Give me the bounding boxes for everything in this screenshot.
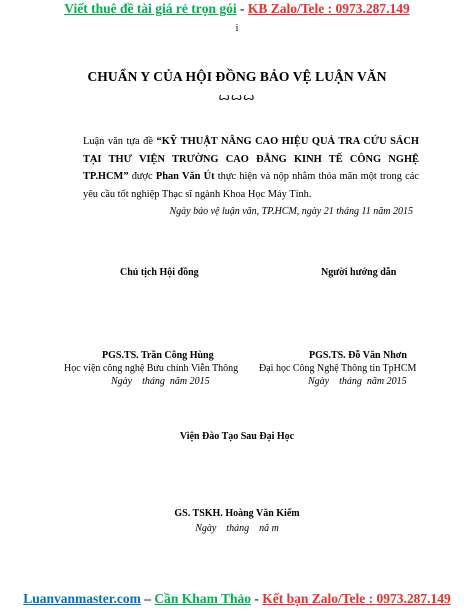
- page-title: CHUẨN Y CỦA HỘI ĐỒNG BẢO VỆ LUẬN VĂN: [87, 69, 387, 84]
- header-contact-link[interactable]: KB Zalo/Tele : 0973.287.149: [247, 1, 410, 16]
- chair-name: PGS.TS. Trần Công Hùng: [102, 350, 214, 361]
- title-ornament: ꙍꙍꙍ: [218, 91, 256, 103]
- advisor-role: Người hướng dẫn: [321, 267, 397, 278]
- footer-separator-2: -: [250, 591, 263, 606]
- advisor-institution: Đại học Công Nghệ Thông tin TpHCM: [259, 363, 417, 374]
- paragraph-intro: Luận văn tựa đề: [83, 136, 157, 147]
- director-date-line: Ngày tháng nă m: [195, 523, 279, 534]
- institute-name: Viện Đào Tạo Sau Đại Học: [179, 431, 295, 442]
- advisor-name: PGS.TS. Đỗ Văn Nhơn: [309, 350, 407, 361]
- defense-date: Ngày bảo vệ luận văn, TP.HCM, ngày 21 tháng 11 năm 2015: [169, 206, 413, 217]
- header-banner: [0, 0, 474, 18]
- chair-institution: Học viện công nghệ Bưu chính Viễn Thông: [64, 363, 239, 374]
- chair-date-line: Ngày tháng năm 2015: [111, 376, 210, 387]
- footer-banner: [0, 590, 474, 608]
- paragraph-rest: thực hiện và nộp nhằm thỏa mãn một trong các yêu cầu tốt nghiệp Thạc sĩ ngành Khoa Học Máy Tính.: [83, 171, 419, 200]
- thesis-title: “KỸ THUẬT NÂNG CAO HIỆU QUẢ TRA CỨU SÁCH TẠI THƯ VIỆN TRƯỜNG CAO ĐẲNG KINH TẾ CÔNG NGHỆ TP.HCM”: [83, 136, 420, 182]
- footer-separator-1: –: [140, 591, 155, 606]
- advisor-date-line: Ngày tháng năm 2015: [308, 376, 407, 387]
- footer-contact-name[interactable]: Cần Kham Thảo: [154, 591, 251, 606]
- footer-contact-link[interactable]: Kết bạn Zalo/Tele : 0973.287.149: [262, 591, 451, 606]
- approval-paragraph: [83, 133, 419, 203]
- header-separator: -: [236, 1, 248, 16]
- chair-role: Chủ tịch Hội đồng: [120, 267, 199, 278]
- author-name: Phan Văn Út: [155, 171, 215, 182]
- header-banner-link[interactable]: Viết thuê đề tài giá rẻ trọn gói: [64, 1, 237, 16]
- footer-site-link[interactable]: Luanvanmaster.com: [23, 591, 141, 606]
- page-number: i: [235, 23, 239, 34]
- director-name: GS. TSKH. Hoàng Văn Kiếm: [174, 508, 300, 519]
- paragraph-middle: được: [128, 171, 156, 182]
